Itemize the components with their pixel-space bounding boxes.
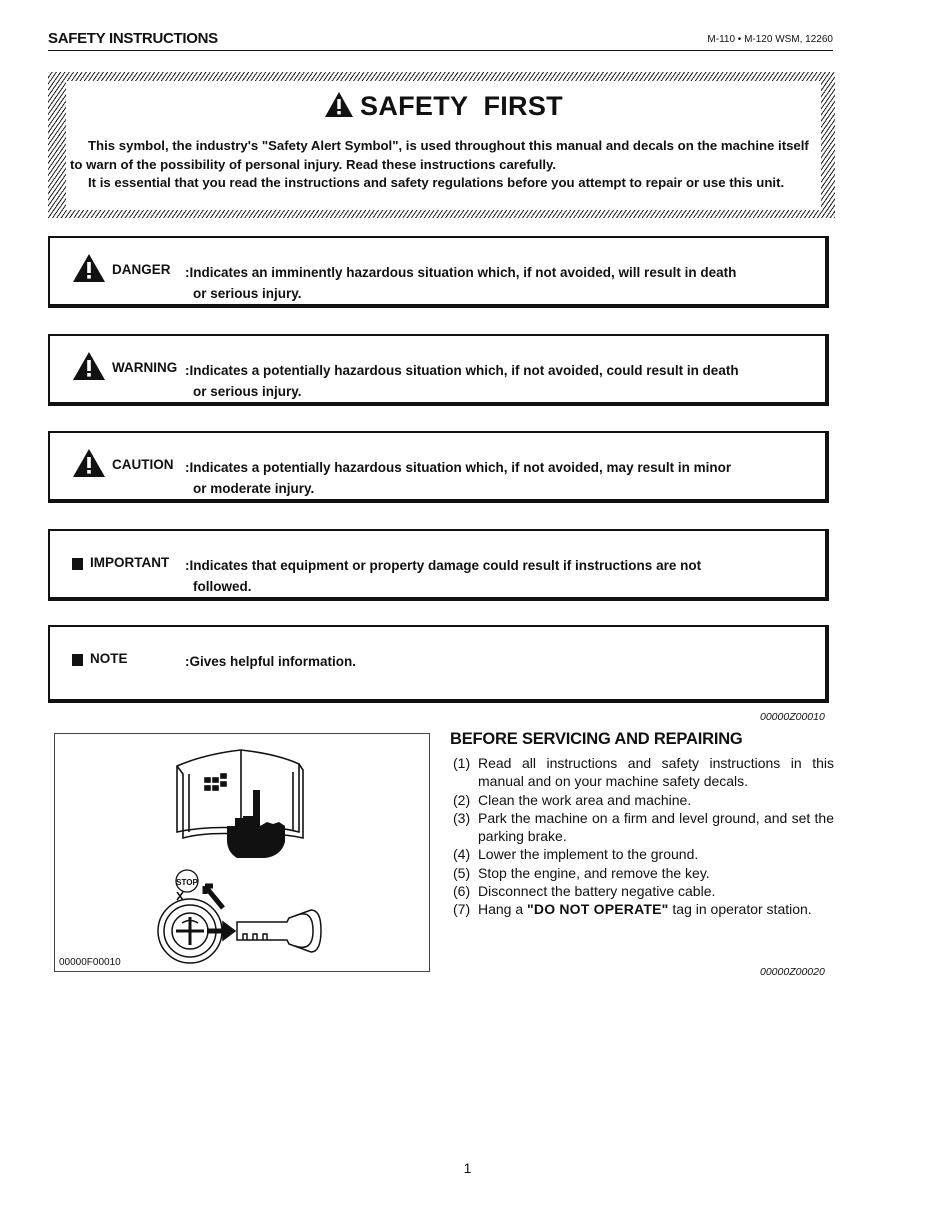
key-icon — [237, 910, 321, 952]
danger-desc-line1: :Indicates an imminently hazardous situation which, if not avoided, will result in death — [185, 265, 737, 280]
warning-desc-line2: or serious injury. — [193, 384, 302, 399]
item-number: (6) — [453, 883, 471, 900]
black-square-icon — [72, 654, 83, 666]
illustration-drawing — [55, 734, 431, 973]
important-desc-line2: followed. — [193, 579, 252, 594]
item-number: (4) — [453, 846, 471, 863]
caution-box — [48, 431, 829, 503]
pointing-hand-icon — [227, 790, 285, 858]
reference-code: 00000Z00020 — [760, 966, 825, 978]
caution-desc-line1: :Indicates a potentially hazardous situation which, if not avoided, may result in minor — [185, 460, 732, 475]
safety-first-title-text: SAFETY FIRST — [360, 91, 563, 121]
section-title: SAFETY INSTRUCTIONS — [48, 30, 218, 47]
item-text: Clean the work area and machine. — [478, 791, 692, 808]
item-number: (7) — [453, 901, 471, 918]
ignition-switch-icon — [158, 899, 235, 963]
item-number: (2) — [453, 791, 471, 808]
list-item — [450, 900, 834, 918]
warning-triangle-icon — [72, 351, 106, 381]
item-text: Disconnect the battery negative cable. — [478, 883, 716, 900]
section-heading: BEFORE SERVICING AND REPAIRING — [450, 730, 743, 748]
note-label: NOTE — [90, 651, 128, 666]
manual-reference: M-110 • M-120 WSM, 12260 — [707, 34, 833, 45]
before-servicing-section — [450, 730, 834, 919]
list-item — [450, 754, 834, 791]
warning-desc-line1: :Indicates a potentially hazardous situation which, if not avoided, could result in death — [185, 363, 739, 378]
item-number: (1) — [453, 755, 471, 771]
item-text: Read all instructions and safety instructions in this manual and on your machine safety decals. — [478, 755, 834, 790]
item-text: Lower the implement to the ground. — [478, 846, 699, 863]
page-number: 1 — [463, 1160, 472, 1176]
list-item — [450, 882, 834, 900]
figure-code: 00000F00010 — [59, 957, 121, 968]
important-box — [48, 529, 829, 601]
item-text: Park the machine on a firm and level ground, and set the parking brake. — [478, 809, 834, 845]
item-number: (3) — [453, 809, 471, 826]
warning-label: WARNING — [112, 360, 178, 375]
page-header — [48, 30, 833, 51]
item-text-pre: Hang a — [478, 901, 528, 918]
important-label: IMPORTANT — [90, 555, 170, 570]
danger-label: DANGER — [112, 262, 171, 277]
danger-box — [48, 236, 829, 308]
caution-label: CAUTION — [112, 457, 174, 472]
list-item — [450, 864, 834, 882]
warning-description — [185, 360, 807, 402]
item-text: Stop the engine, and remove the key. — [478, 864, 710, 881]
item-text-bold: "DO NOT OPERATE" — [527, 901, 669, 918]
caution-description — [185, 457, 807, 499]
item-number: (5) — [453, 864, 471, 881]
warning-box — [48, 334, 829, 406]
safety-first-line1: This symbol, the industry's "Safety Alert Symbol", is used throughout this manual and decals on the machine itself to warn of the possibility of personal injury. Read these instructions carefully. — [70, 138, 809, 172]
warning-triangle-icon — [72, 448, 106, 478]
illustration-figure — [54, 733, 430, 972]
safety-first-box — [48, 72, 835, 218]
safety-first-text — [70, 137, 817, 193]
list-item — [450, 791, 834, 809]
safety-first-panel — [66, 81, 821, 210]
warning-triangle-icon — [72, 253, 106, 283]
warning-triangle-icon — [324, 91, 354, 118]
black-square-icon — [72, 558, 83, 570]
danger-description — [185, 262, 807, 304]
important-description — [185, 555, 807, 597]
list-item — [450, 809, 834, 846]
instruction-list — [450, 754, 834, 919]
danger-desc-line2: or serious injury. — [193, 286, 302, 301]
safety-first-line2: It is essential that you read the instructions and safety regulations before you attempt to repair or use this unit. — [88, 175, 785, 190]
caution-desc-line2: or moderate injury. — [193, 481, 315, 496]
item-text-post: tag in operator station. — [668, 901, 812, 918]
svg-text:STOP: STOP — [176, 878, 198, 887]
note-description — [185, 651, 807, 672]
note-box — [48, 625, 829, 703]
reference-code: 00000Z00010 — [760, 711, 825, 723]
important-desc-line1: :Indicates that equipment or property damage could result if instructions are not — [185, 558, 702, 573]
stop-symbol-icon — [176, 870, 223, 908]
list-item — [450, 845, 834, 863]
safety-first-title — [66, 91, 821, 122]
note-desc-line1: :Gives helpful information. — [185, 654, 357, 669]
